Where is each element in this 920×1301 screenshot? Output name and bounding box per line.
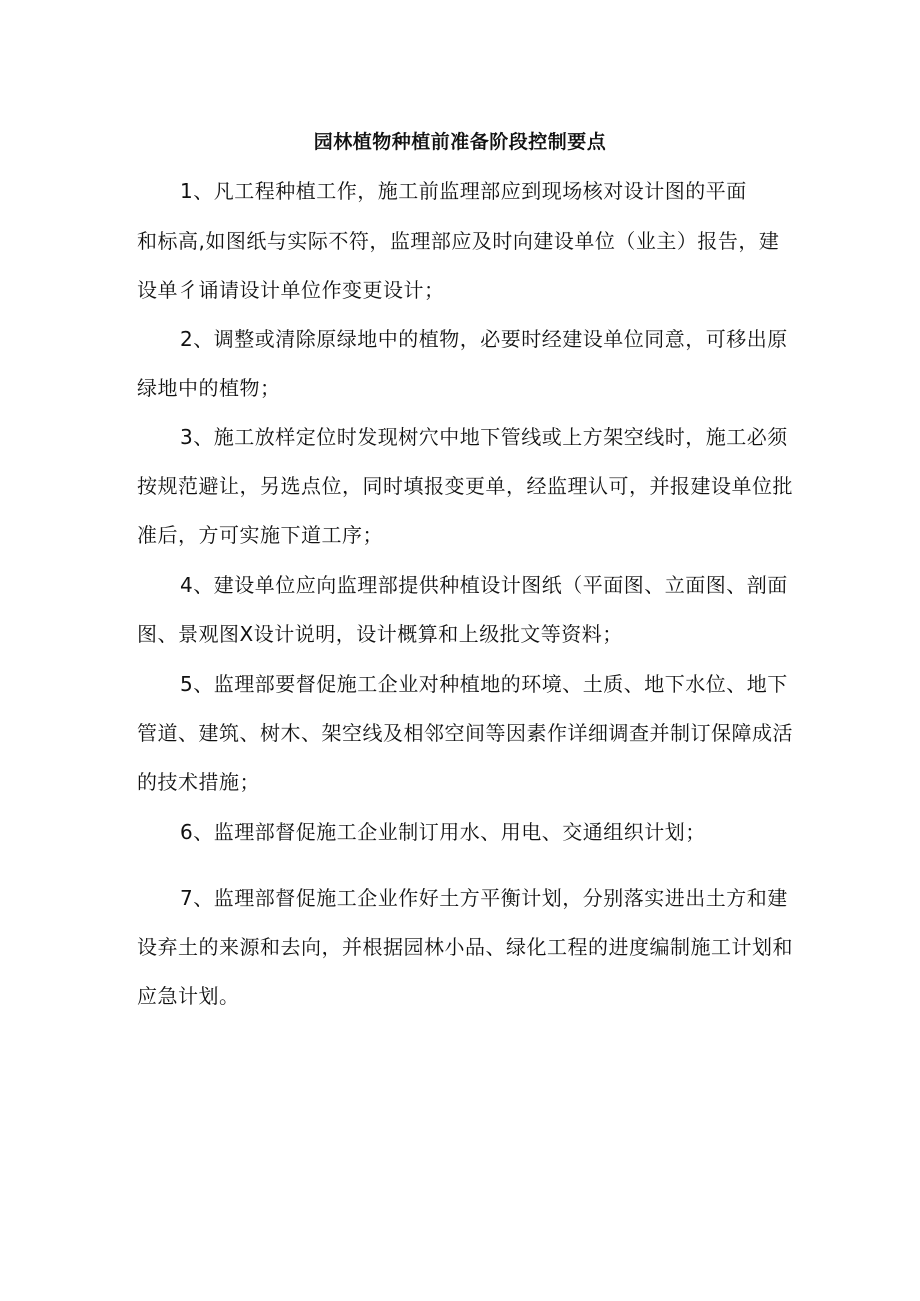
paragraph-3-line-1: 3、施工放样定位时发现树穴中地下管线或上方架空线时，施工必须 (180, 425, 788, 449)
paragraph-5-line-3: 的技术措施； (137, 770, 260, 794)
paragraph-4-line-2: 图、景观图X设计说明，设计概算和上级批文等资料； (137, 622, 623, 646)
paragraph-5-line-1: 5、监理部要督促施工企业对种植地的环境、土质、地下水位、地下 (180, 672, 788, 696)
paragraph-5-line-2: 管道、建筑、树木、架空线及相邻空间等因素作详细调查并制订保障成活 (137, 721, 793, 745)
paragraph-3-line-3: 准后，方可实施下道工序； (137, 523, 383, 547)
paragraph-2-line-1: 2、调整或清除原绿地中的植物，必要时经建设单位同意，可移出原 (180, 327, 788, 351)
paragraph-1-line-1: 1、凡工程种植工作，施工前监理部应到现场核对设计图的平面 (180, 179, 747, 203)
paragraph-7-line-2: 设弃土的来源和去向，并根据园林小品、绿化工程的进度编制施工计划和 (137, 935, 793, 959)
paragraph-2-line-2: 绿地中的植物； (137, 376, 281, 400)
paragraph-3-line-2: 按规范避让，另选点位，同时填报变更单，经监理认可，并报建设单位批 (137, 474, 793, 498)
paragraph-1-line-2: 和标高,如图纸与实际不符，监理部应及时向建设单位（业主）报告，建 (137, 229, 780, 253)
paragraph-4-line-1: 4、建设单位应向监理部提供种植设计图纸（平面图、立面图、剖面 (180, 573, 788, 597)
paragraph-6-line-1: 6、监理部督促施工企业制订用水、用电、交通组织计划； (180, 820, 706, 844)
paragraph-1-line-3: 设单彳诵请设计单位作变更设计； (137, 278, 445, 302)
paragraph-7-line-3: 应急计划。 (137, 984, 240, 1008)
paragraph-7-line-1: 7、监理部督促施工企业作好土方平衡计划，分别落实进出土方和建 (180, 886, 788, 910)
document-title: 园林植物种植前准备阶段控制要点 (313, 131, 607, 153)
